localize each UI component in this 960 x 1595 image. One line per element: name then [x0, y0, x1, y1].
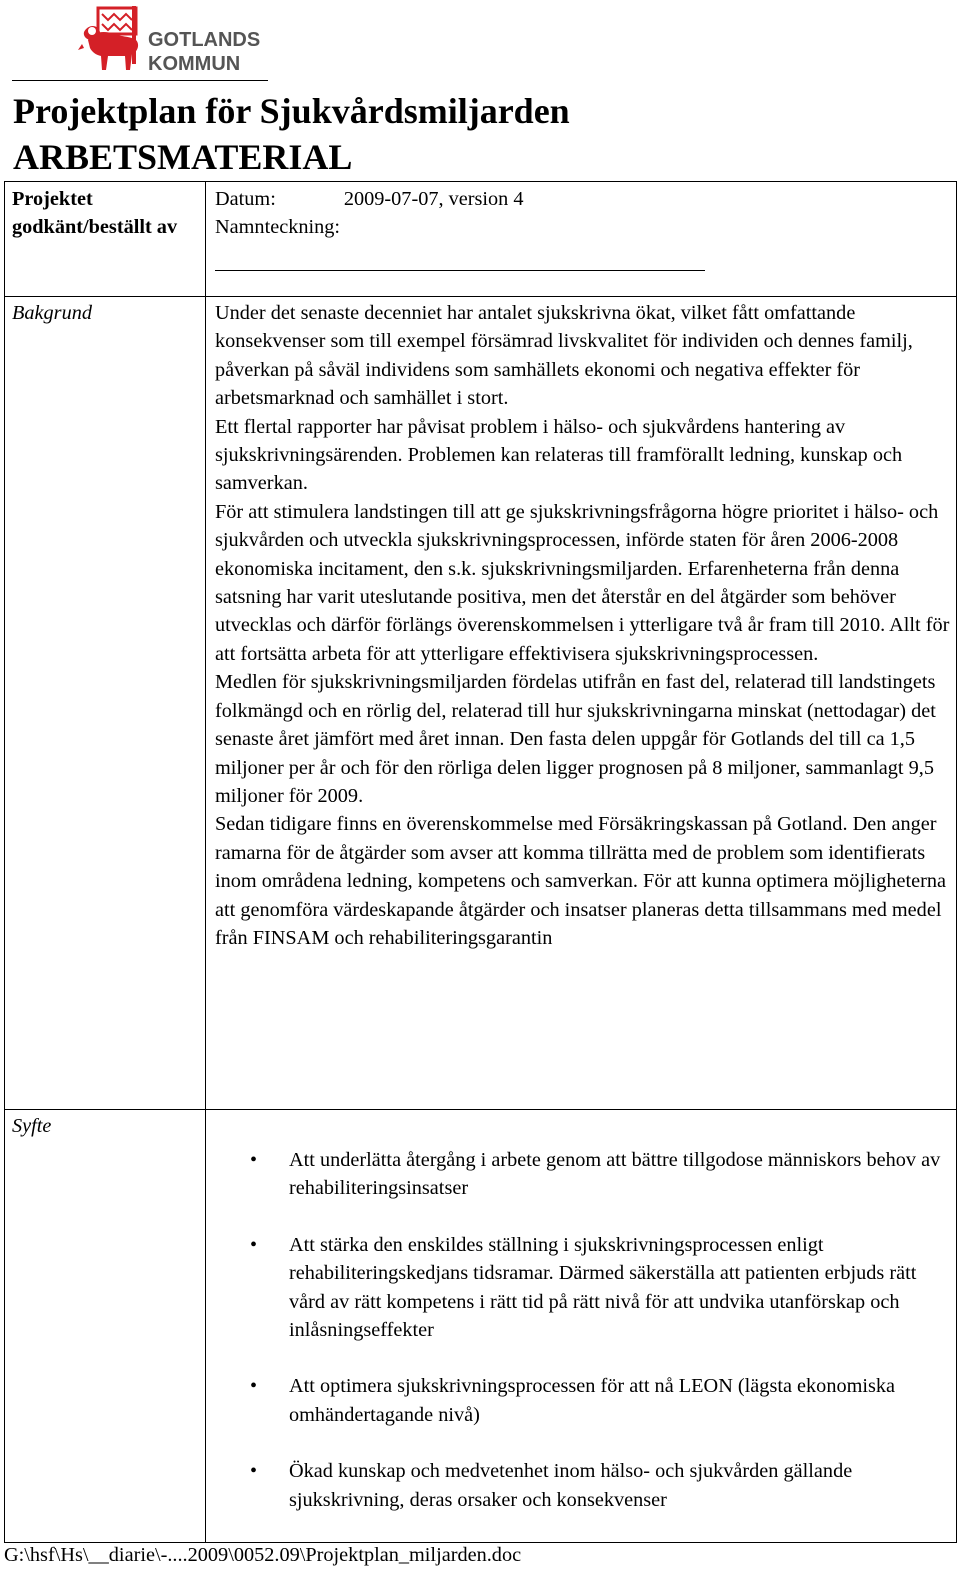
- list-item: [215, 1231, 950, 1345]
- purpose-content-cell: [206, 1110, 957, 1543]
- page-title: [13, 88, 570, 180]
- background-content-cell: [206, 297, 957, 1110]
- logo-line1: GOTLANDS: [148, 29, 261, 51]
- title-line1: Projektplan för Sjukvårdsmiljarden: [13, 91, 570, 131]
- signature-label: Namnteckning:: [215, 216, 341, 239]
- logo-line2: KOMMUN: [148, 53, 241, 75]
- approval-content-cell: [206, 182, 957, 297]
- gotlands-kommun-logo: [12, 4, 268, 82]
- background-row: [5, 297, 957, 1110]
- bullet-icon: •: [250, 1375, 258, 1398]
- background-paragraph: Under det senaste decenniet har antalet sjukskrivna ökat, vilket fått omfattande konsekvenser som till exempel försämrad livskvalitet för individen och dennes familj, påverkan på såväl individens som samhällets ekonomi och negativa effekter för arbetsmarknad och samhället i stort.: [215, 302, 913, 410]
- background-label-cell: [5, 297, 206, 1110]
- purpose-label: Syfte: [12, 1115, 52, 1137]
- project-table: [4, 181, 957, 1543]
- background-paragraph: Sedan tidigare finns en överenskommelse med Försäkringskassan på Gotland. Den anger ramarna för de åtgärder som avser att komma tillrätta med de problem som identifierats inom områdena ledning, kompetens och samverkan. För att kunna optimera möjligheterna att genomföra värdeskapande åtgärder och insatser planeras detta tillsammans med medel från FINSAM och rehabiliteringsgarantin: [215, 813, 947, 949]
- bullet-icon: •: [250, 1149, 258, 1171]
- list-item: [215, 1372, 950, 1429]
- purpose-item-text: Att optimera sjukskrivningsprocessen för att nå LEON (lägsta ekonomiska omhändertagande nivå): [289, 1375, 896, 1426]
- file-path-footer: G:\hsf\Hs\__diarie\-....2009\0052.09\Projektplan_miljarden.doc: [4, 1544, 522, 1566]
- approval-row: [5, 182, 957, 297]
- purpose-row: [5, 1110, 957, 1543]
- datum-label: Datum:: [215, 188, 276, 210]
- datum-value: 2009-07-07, version 4: [343, 188, 524, 210]
- bullet-icon: •: [250, 1460, 258, 1483]
- list-item: [215, 1457, 950, 1514]
- ram-emblem-icon: [78, 6, 138, 70]
- logo-divider: [12, 80, 268, 81]
- signature-line[interactable]: [215, 242, 705, 271]
- background-label: Bakgrund: [12, 302, 92, 324]
- datum-line: [215, 185, 950, 213]
- purpose-label-cell: [5, 1110, 206, 1543]
- background-paragraph: För att stimulera landstingen till att ge sjukskrivningsfrågorna högre prioritet i hälso- och sjukvården och utveckla sjukskrivningsprocessen, införde staten för åren 2006-2008 ekonomiska incitament, den s.k. sjukskrivningsmiljarden. Erfarenheterna från denna satsning har varit uteslutande positiva, men det återstår en del åtgärder som behöver utvecklas och därför förlängs överenskommelsen i ytterligare två år fram till 2010. Allt för att fortsätta arbeta för att ytterligare effektivisera sjukskrivningsprocessen.: [215, 500, 950, 665]
- background-paragraph: Medlen för sjukskrivningsmiljarden fördelas utifrån en fast del, relaterad till landstingets folkmängd och en rörlig del, relaterad till hur sjukskrivningarna minskat (nettodagar) det senaste året jämfört med året innan. Den fasta delen uppgår för Gotlands del till ca 1,5 miljoner per år och för den rörliga delen ligger prognosen på 8 miljoner, sammanlagt 9,5 miljoner för 2009.: [215, 671, 936, 807]
- approval-label-cell: [5, 182, 206, 297]
- list-item: [215, 1146, 950, 1203]
- background-paragraph: Ett flertal rapporter har påvisat problem i hälso- och sjukvårdens hantering av sjukskrivningsärenden. Problemen kan relateras till framförallt ledning, kunskap och samverkan.: [215, 415, 903, 495]
- bullet-icon: •: [250, 1233, 258, 1256]
- purpose-item-text: Att stärka den enskildes ställning i sjukskrivningsprocessen enligt rehabiliteringskedjans tidsramar. Därmed säkerställa att patienten erbjuds rätt vård av rätt kompetens i rätt tid på rätt nivå för att undvika utanförskap och inlåsningseffekter: [289, 1233, 917, 1342]
- purpose-item-text: Att underlätta återgång i arbete genom att bättre tillgodose människors behov av rehabiliteringsinsatser: [289, 1149, 941, 1200]
- approval-label: Projektet godkänt/beställt av: [12, 188, 178, 239]
- title-line2: ARBETSMATERIAL: [13, 137, 353, 177]
- purpose-list: [215, 1146, 950, 1514]
- purpose-item-text: Ökad kunskap och medvetenhet inom hälso- och sjukvården gällande sjukskrivning, deras orsaker och konsekvenser: [289, 1460, 853, 1511]
